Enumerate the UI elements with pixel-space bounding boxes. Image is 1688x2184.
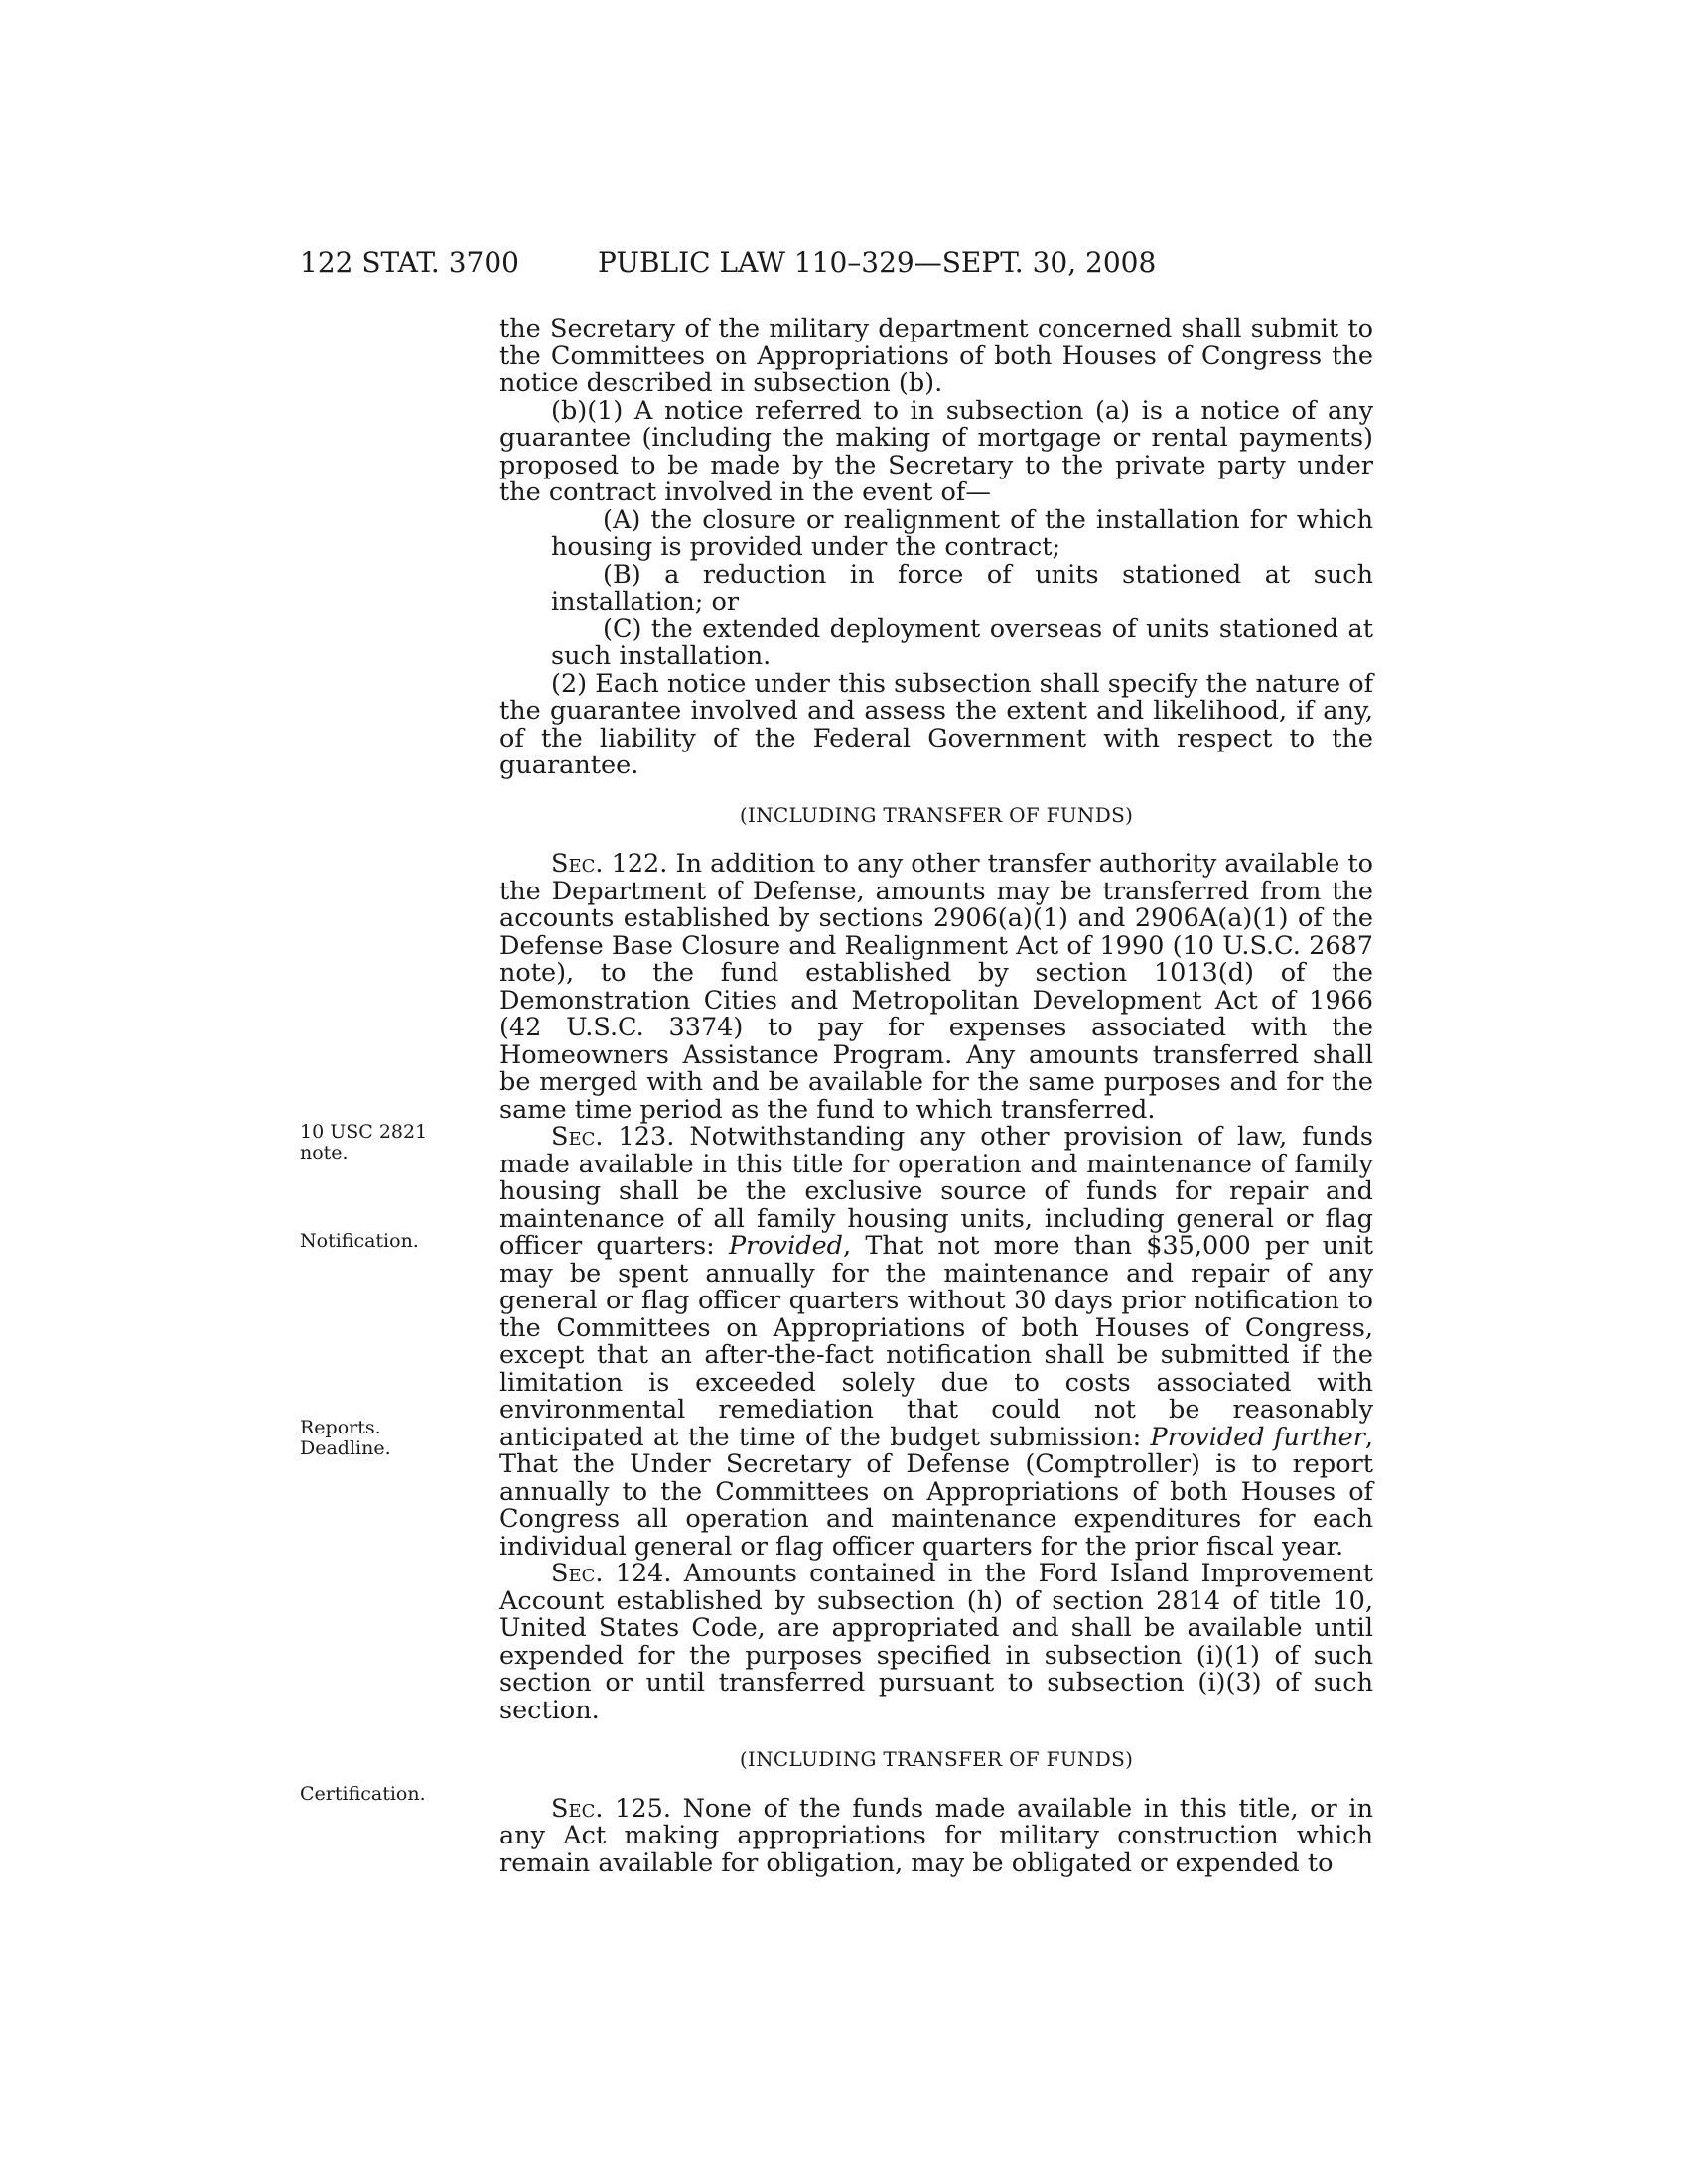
section-label: Sec. bbox=[551, 1793, 604, 1824]
section-125-text: 125. None of the funds made available in this title, or in any Act making appropriations for military construction which remain available for obligation, may be obligated or expended to bbox=[499, 1793, 1373, 1878]
section-label: Sec. bbox=[551, 1122, 604, 1152]
margin-note-usc-line2: note. bbox=[300, 1142, 349, 1163]
section-123-text-a: 123. Notwithstanding any other provision of law, funds made available in this title for operation and maintenance of family housing shall be the exclusive source of funds for repair and maintenance of all family housing units, including general or flag officer quarters: bbox=[499, 1122, 1373, 1261]
margin-note-reports bbox=[300, 1418, 439, 1459]
section-123 bbox=[499, 1124, 1373, 1561]
margin-note-reports-line: Reports. bbox=[300, 1417, 381, 1438]
margin-note-usc-line1: 10 USC 2821 bbox=[300, 1121, 428, 1143]
section-122-text: 122. In addition to any other transfer authority available to the Department of Defense, amounts may be transferred from the accounts established by sections 2906(a)(1) and 2906A(a)(1) of the Defense Base Closure and Realignment Act of 1990 (10 U.S.C. 2687 note), to the fund established by section 1013(d) of the Demonstration Cities and Metropolitan Development Act of 1966 (42 U.S.C. 3374) to pay for expenses associated with the Homeowners Assistance Program. Any amounts transferred shall be merged with and be available for the same purposes and for the same time period as the fund to which transferred. bbox=[499, 849, 1373, 1125]
section-123-text-b: , That not more than $35,000 per unit may be spent annually for the maintenance and repair of any general or flag officer quarters without 30 days prior notification to the Committees on Appropriations of both Houses of Congress, except that an after-the-fact notification shall be submitted if the limitation is exceeded solely due to costs associated with environmental remediation that could not be reasonably anticipated at the time of the budget submission: bbox=[499, 1231, 1373, 1452]
section-122 bbox=[499, 851, 1373, 1124]
statute-citation: 122 STAT. 3700 bbox=[300, 246, 519, 279]
section-123-text-c: , That the Under Secretary of Defense (Comptroller) is to report annually to the Committees on Appropriations of both Houses of Congress all operation and maintenance expenditures for each individual general or flag officer quarters for the prior fiscal year. bbox=[499, 1422, 1373, 1562]
proviso-provided-further: Provided further bbox=[1150, 1422, 1365, 1452]
section-125 bbox=[499, 1793, 1373, 1878]
section-label: Sec. bbox=[551, 1559, 604, 1588]
section-124-text: 124. Amounts contained in the Ford Island Improvement Account established by subsection (h) of section 2814 of title 10, United States Code, are appropriated and shall be available until expended for the purposes specified in subsection (i)(1) of such section or until transferred pursuant to subsection (i)(3) of such section. bbox=[499, 1559, 1373, 1725]
section-label: Sec. bbox=[551, 849, 604, 879]
paragraph-b1-B: (B) a reduction in force of units stationed at such installation; or bbox=[551, 559, 1373, 616]
proviso-provided: Provided bbox=[728, 1231, 843, 1261]
paragraph-b1-C: (C) the extended deployment overseas of units stationed at such installation. bbox=[551, 614, 1373, 671]
paragraph-b1-A: (A) the closure or realignment of the installation for which housing is provided under the contract; bbox=[551, 504, 1373, 562]
paragraph-b1: (b)(1) A notice referred to in subsection (a) is a notice of any guarantee (including the making of mortgage or rental payments) proposed to be made by the Secretary to the private party under the contract involved in the event of— bbox=[499, 395, 1373, 507]
document-body bbox=[499, 316, 1373, 1877]
page-header bbox=[0, 246, 1688, 286]
paragraph-continuation: the Secretary of the military department concerned shall submit to the Committees on Appropriations of both Houses of Congress the notice described in subsection (b). bbox=[499, 314, 1373, 398]
paragraph-b2: (2) Each notice under this subsection shall specify the nature of the guarantee involved and assess the extent and likelihood, if any, of the liability of the Federal Government with respect to the guarantee. bbox=[499, 668, 1374, 780]
margin-note-usc bbox=[300, 1122, 439, 1163]
margin-note-notification: Notification. bbox=[300, 1230, 419, 1252]
margin-note-certification: Certification. bbox=[300, 1783, 426, 1805]
section-heading-transfer-2: (INCLUDING TRANSFER OF FUNDS) bbox=[739, 1747, 1134, 1771]
section-heading-transfer-1: (INCLUDING TRANSFER OF FUNDS) bbox=[739, 802, 1134, 827]
section-124 bbox=[499, 1561, 1373, 1724]
public-law-title: PUBLIC LAW 110–329—SEPT. 30, 2008 bbox=[598, 246, 1157, 279]
margin-note-deadline-line: Deadline. bbox=[300, 1437, 391, 1459]
